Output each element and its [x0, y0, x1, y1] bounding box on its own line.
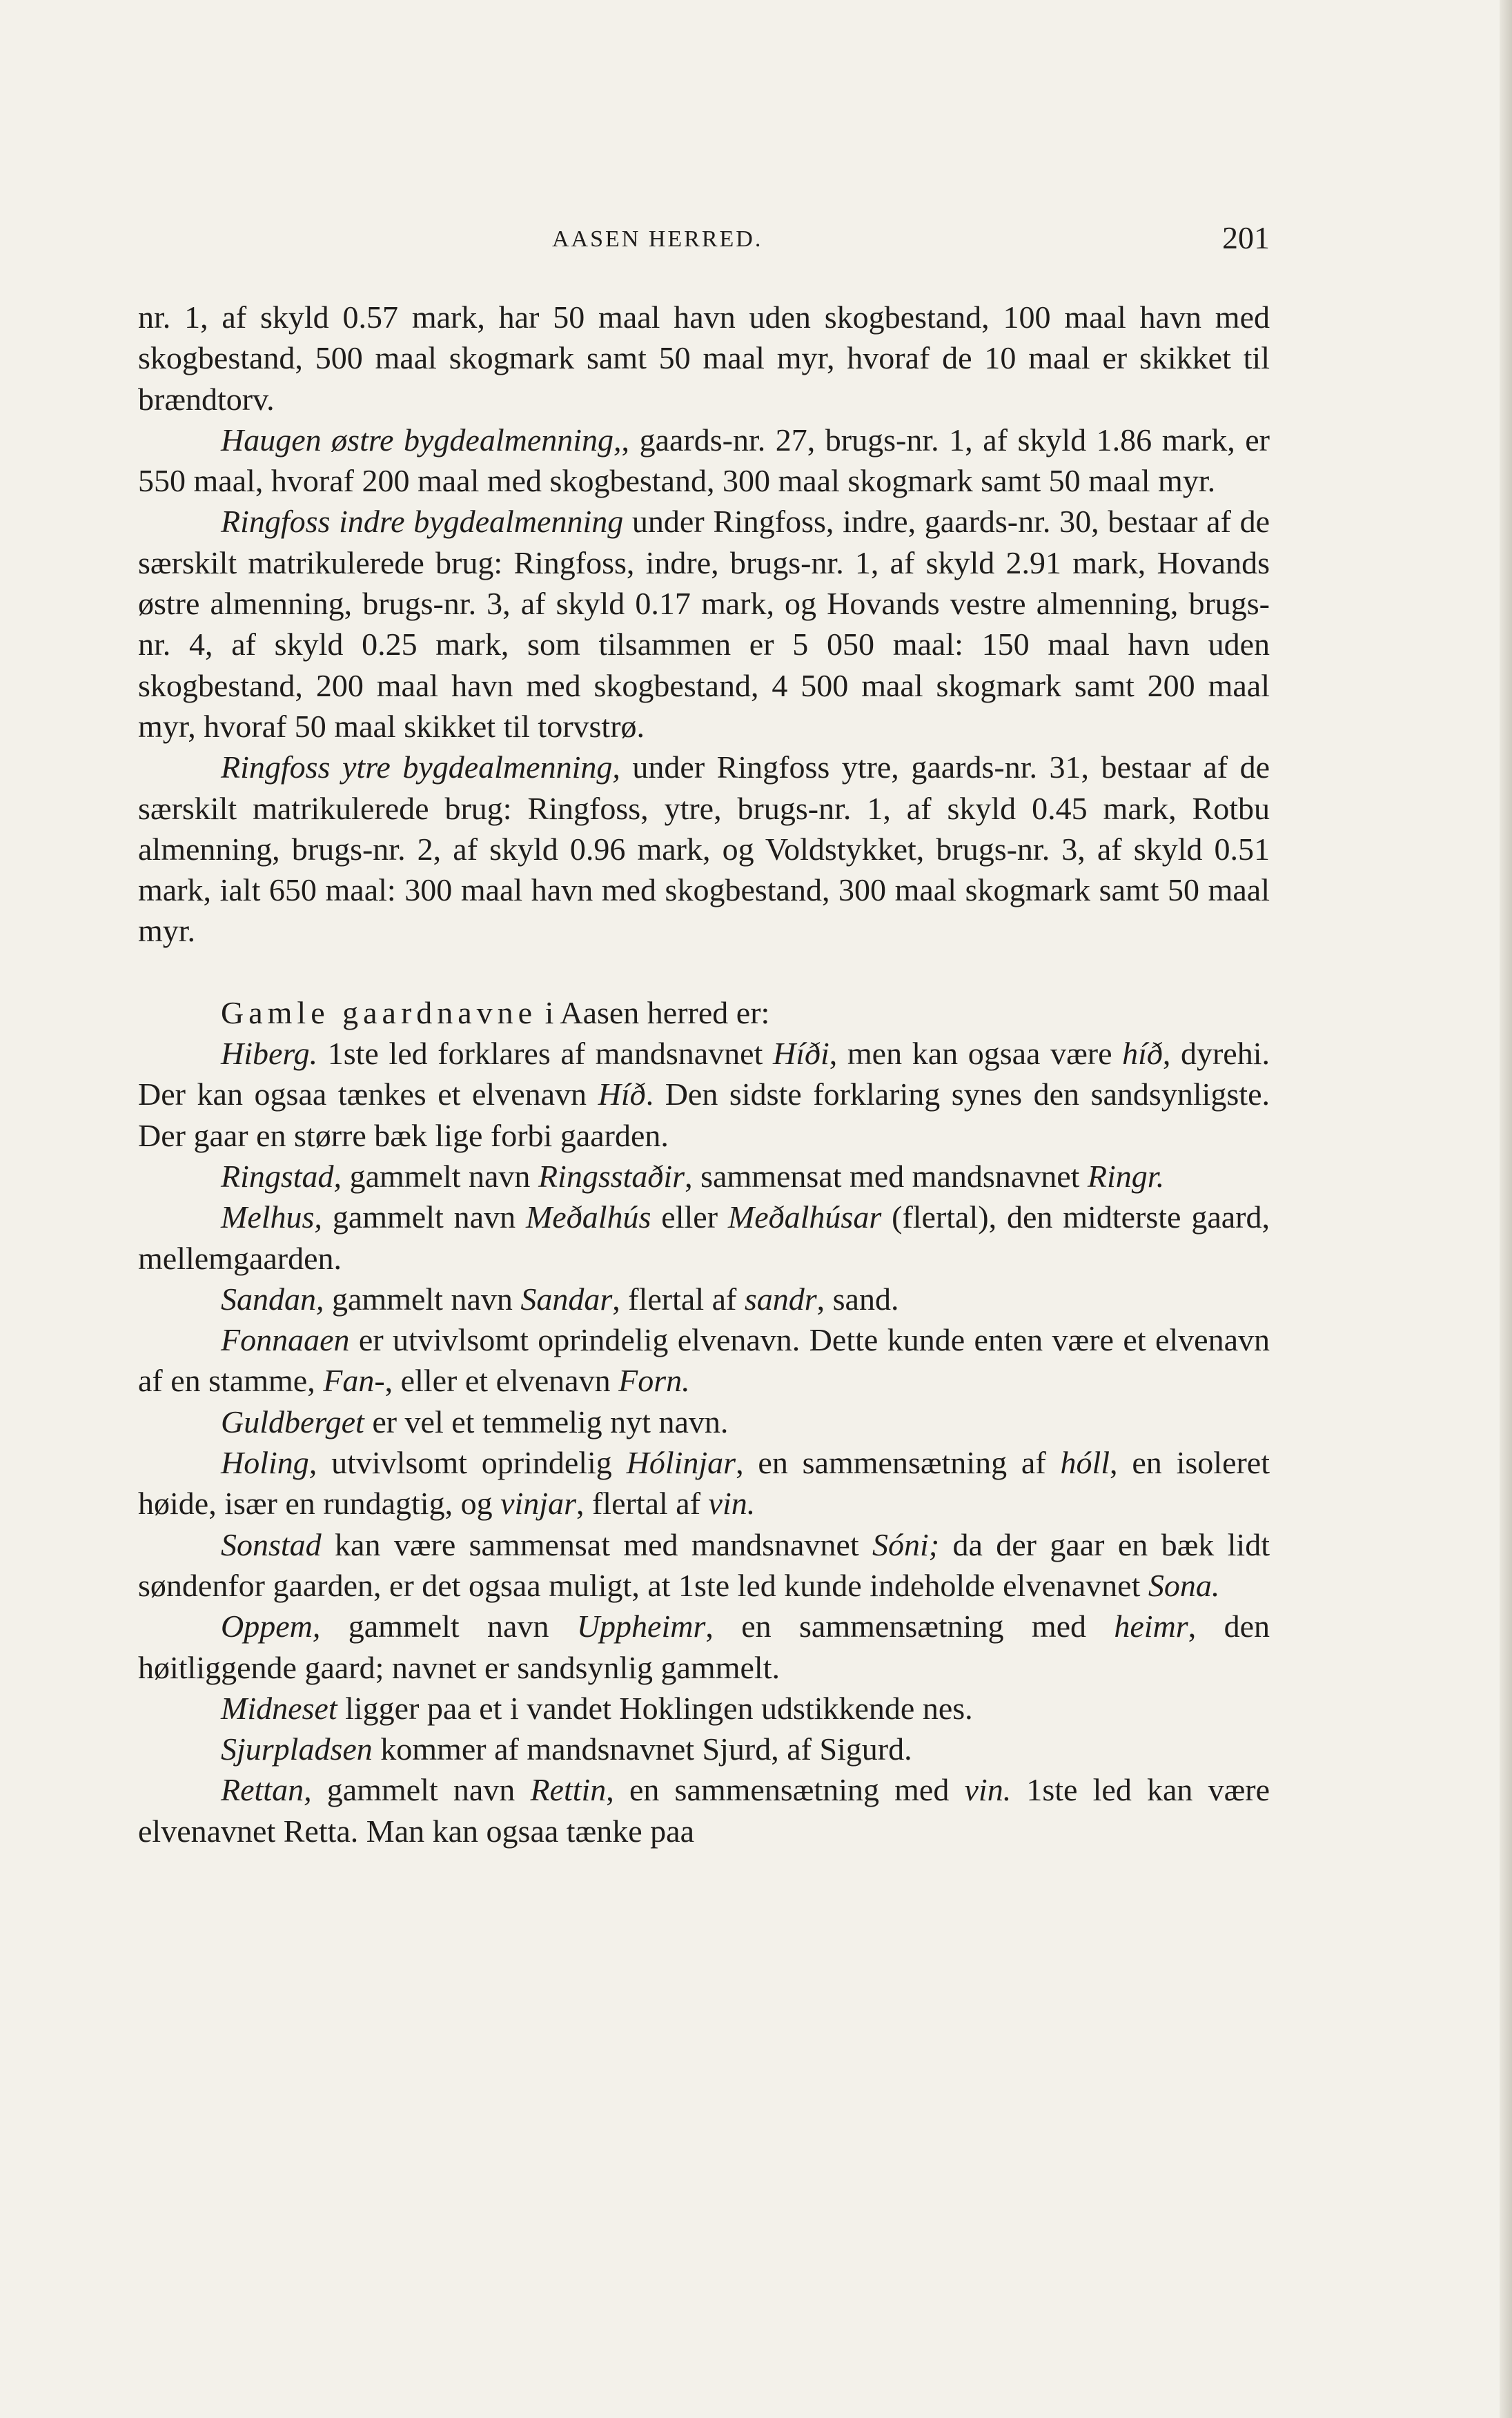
entry-ringstad: Ringstad, gammelt navn Ringsstaðir, sammensat med mandsnavnet Ringr. — [221, 1158, 1165, 1194]
entry-sandan: Sandan, gammelt navn Sandar, flertal af sandr, sand. — [221, 1281, 899, 1317]
entry-guldberget: Guldberget er vel et temmelig nyt navn. — [221, 1404, 729, 1439]
entry-name: Sjurpladsen — [221, 1731, 373, 1767]
entry-midneset: Midneset ligger paa et i vandet Hoklingen udstikkende nes. — [221, 1690, 973, 1726]
running-head: AASEN HERRED. — [552, 226, 763, 252]
section-intro: Gamle gaardnavne i Aasen herred er: — [221, 994, 770, 1030]
paragraph-continuation: nr. 1, af skyld 0.57 mark, har 50 maal havn uden skogbestand, 100 maal havn med skogbestand, 500 maal skogmark samt 50 maal myr, hvoraf de 10 maal er skikket til brændtorv. — [138, 299, 1270, 417]
entry-oppem: Oppem, gammelt navn Uppheimr, en sammensætning med heimr, den høitliggende gaard; navnet er sandsynlig gammelt. — [138, 1609, 1270, 1685]
entry-name: Ringfoss ytre bygdealmenning, — [221, 749, 620, 785]
paragraph-ringfoss-indre: Ringfoss indre bygdealmenning under Ringfoss, indre, gaards-nr. 30, bestaar af de særskilt matrikulerede brug: Ringfoss, indre, brugs-nr. 1, af skyld 2.91 mark, Hovands østre almenning, brugs-nr. 3, af skyld 0.17 mark, og Hovands vestre almenning, brugs-nr. 4, af skyld 0.25 mark, som tilsammen er 5 050 maal: 150 maal havn uden skogbestand, 200 maal havn med skogbestand, 4 500 maal skogmark samt 200 maal myr, hvoraf 50 maal skikket til torvstrø. — [138, 504, 1270, 744]
entry-name: Sonstad — [221, 1526, 322, 1562]
entry-name: Midneset — [221, 1690, 337, 1726]
entry-melhus: Melhus, gammelt navn Meðalhús eller Meðalhúsar (flertal), den midterste gaard, mellemgaarden. — [138, 1199, 1270, 1276]
paragraph-haugen: Haugen østre bygdealmenning,, gaards-nr. 27, brugs-nr. 1, af skyld 1.86 mark, er 550 maal, hvoraf 200 maal med skogbestand, 300 maal skogmark samt 50 maal myr. — [138, 422, 1270, 499]
paragraph-ringfoss-ytre: Ringfoss ytre bygdealmenning, under Ringfoss ytre, gaards-nr. 31, bestaar af de særskilt matrikulerede brug: Ringfoss, ytre, brugs-nr. 1, af skyld 0.45 mark, Rotbu almenning, brugs-nr. 2, af skyld 0.96 mark, og Voldstykket, brugs-nr. 3, af skyld 0.51 mark, ialt 650 maal: 300 maal havn med skogbestand, 300 maal skogmark samt 50 maal myr. — [138, 749, 1270, 949]
entry-name: Rettan, — [221, 1772, 312, 1808]
entry-name: Guldberget — [221, 1404, 364, 1439]
body-text — [138, 297, 1270, 1851]
entry-name: Fonnaaen — [221, 1322, 350, 1358]
entry-name: Ringfoss indre bygdealmenning — [221, 504, 624, 540]
entry-sjurpladsen: Sjurpladsen kommer af mandsnavnet Sjurd, af Sigurd. — [221, 1731, 912, 1767]
entry-name: Melhus, — [221, 1199, 322, 1235]
page-number: 201 — [1222, 220, 1270, 255]
entry-name: Hiberg. — [221, 1036, 318, 1072]
entry-name: Sandan, — [221, 1281, 324, 1317]
entry-name: Oppem, — [221, 1609, 321, 1644]
entry-rettan: Rettan, gammelt navn Rettin, en sammensætning med vin. 1ste led kan være elvenavnet Retta. Man kan ogsaa tænke paa — [138, 1772, 1270, 1849]
page-header — [138, 219, 1270, 261]
entry-fonnaaen: Fonnaaen er utvivlsomt oprindelig elvenavn. Dette kunde enten være et elvenavn af en stamme, Fan-, eller et elvenavn Forn. — [138, 1322, 1270, 1399]
entry-hiberg: Hiberg. 1ste led forklares af mandsnavnet Híði, men kan ogsaa være híð, dyrehi. Der kan ogsaa tænkes et elvenavn Híð. Den sidste forklaring synes den sandsynligste. Der gaar en større bæk lige forbi gaarden. — [138, 1036, 1270, 1153]
entry-name: Haugen østre bygdealmenning, — [221, 422, 622, 458]
entry-holing: Holing, utvivlsomt oprindelig Hólinjar, en sammensætning af hóll, en isoleret høide, især en rundagtig, og vinjar, flertal af vin. — [138, 1445, 1270, 1522]
entry-name: Holing, — [221, 1445, 317, 1481]
section-heading: Gamle gaardnavne — [221, 994, 538, 1030]
page-edge — [1500, 0, 1512, 2418]
entry-sonstad: Sonstad kan være sammensat med mandsnavnet Sóni; da der gaar en bæk lidt søndenfor gaarden, er det ogsaa muligt, at 1ste led kunde indeholde elvenavnet Sona. — [138, 1526, 1270, 1603]
entry-name: Ringstad, — [221, 1158, 342, 1194]
